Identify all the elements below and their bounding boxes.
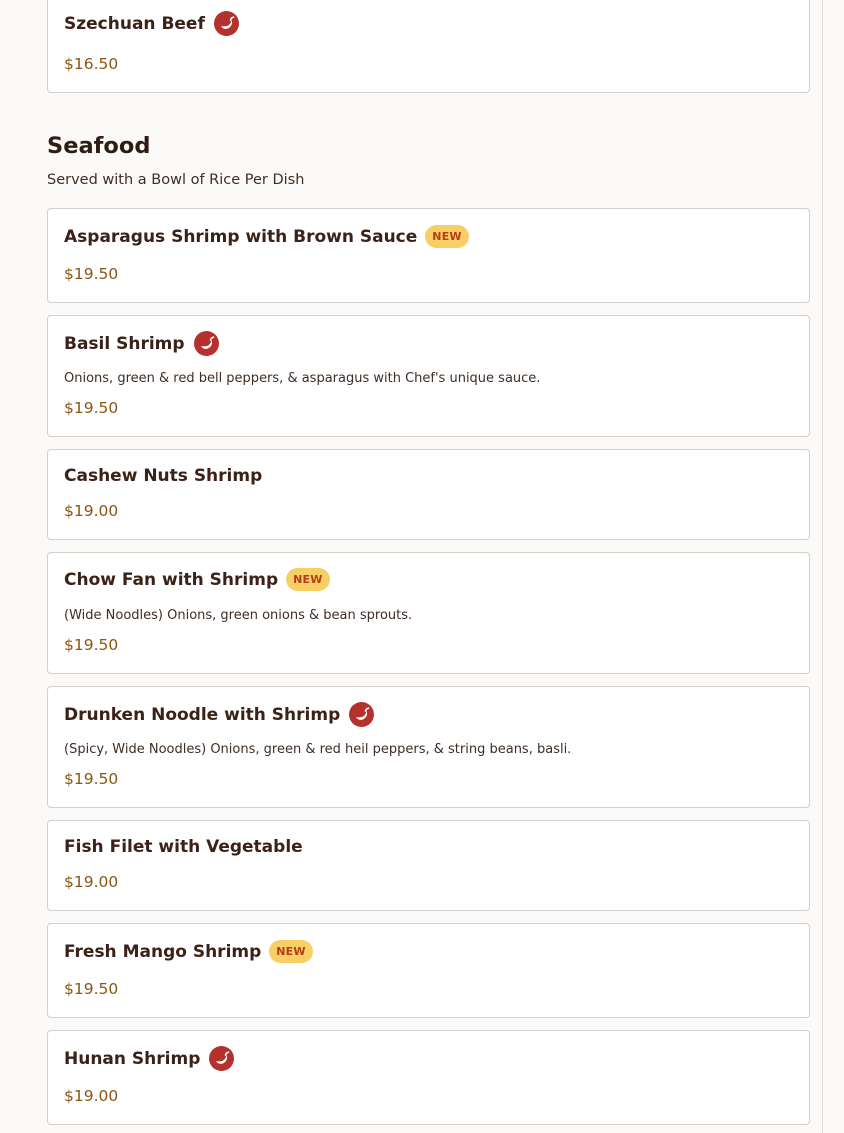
- menu-item-card[interactable]: [47, 686, 810, 808]
- item-name-row: [64, 465, 262, 487]
- item-price: $19.50: [64, 399, 119, 417]
- item-name: Chow Fan with Shrimp: [64, 569, 279, 590]
- item-name: Drunken Noodle with Shrimp: [64, 704, 341, 725]
- menu-item-card[interactable]: [47, 923, 810, 1018]
- item-description: (Spicy, Wide Noodles) Onions, green & red heil peppers, & string beans, basli.: [64, 742, 572, 757]
- menu-item-card[interactable]: [47, 820, 810, 911]
- item-name-row: [64, 940, 313, 963]
- section-subtitle: Served with a Bowl of Rice Per Dish: [47, 172, 305, 188]
- spicy-chili-icon: [194, 331, 219, 356]
- item-name: Hunan Shrimp: [64, 1048, 201, 1069]
- item-name-row: [64, 331, 219, 356]
- item-name-row: [64, 11, 239, 36]
- item-name: Fresh Mango Shrimp: [64, 941, 262, 962]
- new-badge: NEW: [269, 940, 312, 963]
- item-name: Fish Filet with Vegetable: [64, 837, 303, 857]
- item-price: $19.50: [64, 265, 119, 283]
- item-price: $19.00: [64, 1087, 119, 1105]
- item-name-row: [64, 702, 374, 727]
- new-badge: NEW: [425, 225, 468, 248]
- item-name: Asparagus Shrimp with Brown Sauce: [64, 226, 418, 247]
- item-description: (Wide Noodles) Onions, green onions & bean sprouts.: [64, 608, 413, 623]
- item-price: $19.50: [64, 636, 119, 654]
- scroll-divider: [822, 0, 823, 1133]
- item-price: $19.50: [64, 980, 119, 998]
- item-price: $19.50: [64, 770, 119, 788]
- menu-item-card[interactable]: [47, 0, 810, 93]
- item-price: $19.00: [64, 502, 119, 520]
- item-name: Cashew Nuts Shrimp: [64, 466, 263, 486]
- spicy-chili-icon: [214, 11, 239, 36]
- item-name-row: [64, 225, 469, 248]
- item-price: $19.00: [64, 873, 119, 891]
- spicy-chili-icon: [349, 702, 374, 727]
- item-price: $16.50: [64, 55, 119, 73]
- item-description: Onions, green & red bell peppers, & asparagus with Chef's unique sauce.: [64, 371, 541, 386]
- item-name-row: [64, 836, 303, 858]
- section-title: Seafood: [47, 133, 151, 159]
- menu-item-card[interactable]: [47, 1030, 810, 1125]
- item-name: Szechuan Beef: [64, 13, 205, 34]
- item-name-row: [64, 1046, 234, 1071]
- menu-item-card[interactable]: [47, 552, 810, 674]
- item-name-row: [64, 568, 330, 591]
- new-badge: NEW: [286, 568, 329, 591]
- menu-item-card[interactable]: [47, 449, 810, 540]
- menu-item-card[interactable]: [47, 315, 810, 437]
- item-name: Basil Shrimp: [64, 333, 185, 354]
- spicy-chili-icon: [209, 1046, 234, 1071]
- menu-item-card[interactable]: [47, 208, 810, 303]
